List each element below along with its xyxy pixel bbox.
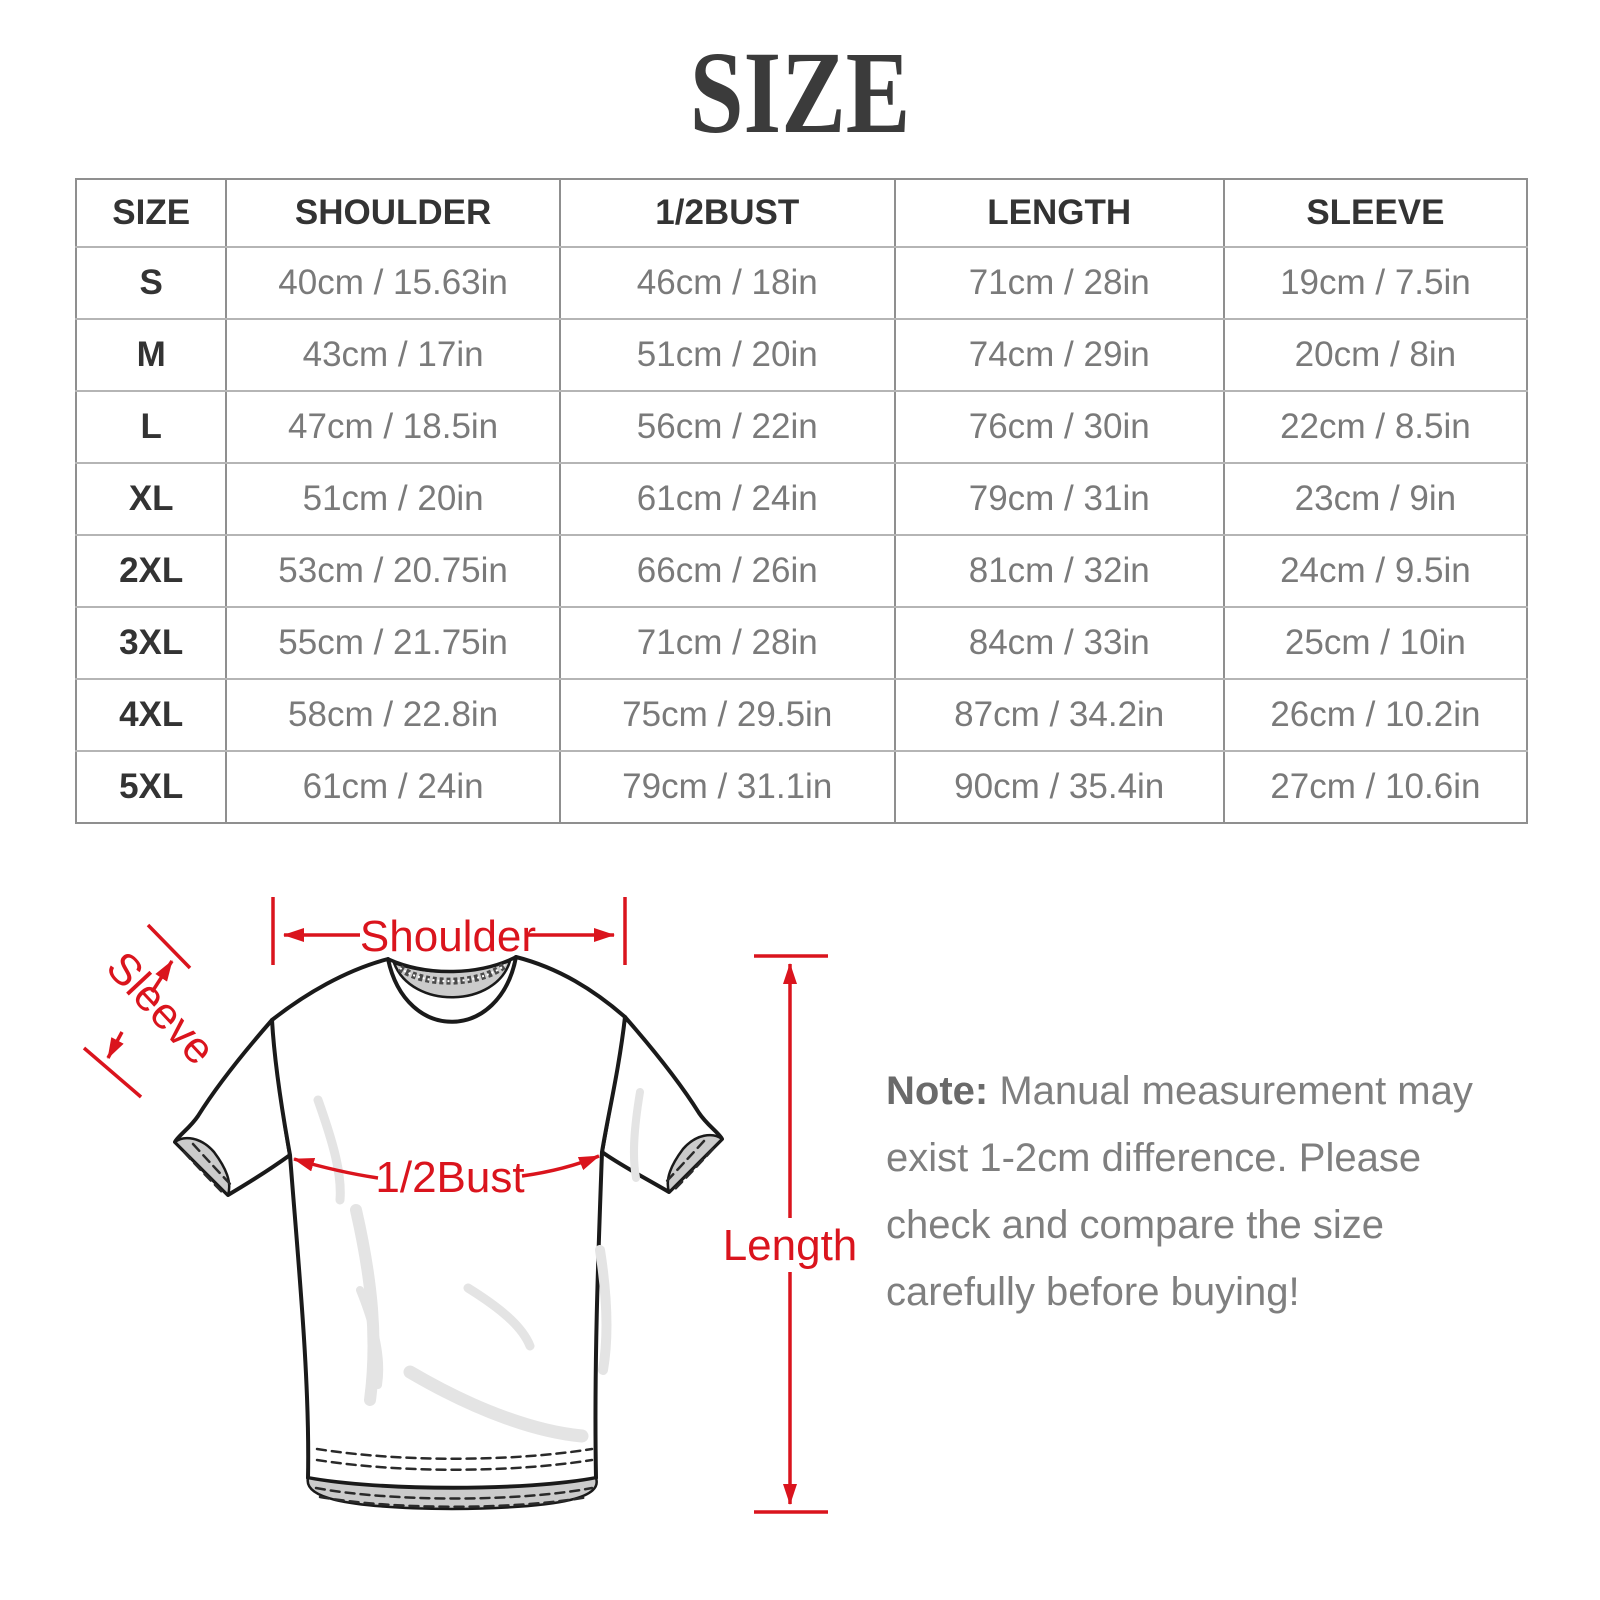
value-cell: 81cm / 32in <box>895 535 1224 607</box>
value-cell: 75cm / 29.5in <box>560 679 895 751</box>
value-cell: 55cm / 21.75in <box>226 607 559 679</box>
value-cell: 71cm / 28in <box>895 247 1224 319</box>
value-cell: 19cm / 7.5in <box>1224 247 1527 319</box>
value-cell: 46cm / 18in <box>560 247 895 319</box>
shirt-body <box>272 957 625 1488</box>
size-cell: 3XL <box>76 607 226 679</box>
size-table-body <box>76 247 1527 823</box>
size-cell: M <box>76 319 226 391</box>
size-row-2xl <box>76 535 1527 607</box>
shoulder-label: Shoulder <box>359 912 537 961</box>
value-cell: 79cm / 31.1in <box>560 751 895 823</box>
value-cell: 25cm / 10in <box>1224 607 1527 679</box>
size-row-4xl <box>76 679 1527 751</box>
tshirt-measurement-diagram <box>60 860 860 1560</box>
value-cell: 53cm / 20.75in <box>226 535 559 607</box>
column-header-length: LENGTH <box>895 179 1224 247</box>
length-measurement <box>723 956 858 1512</box>
size-row-3xl <box>76 607 1527 679</box>
column-header-sleeve: SLEEVE <box>1224 179 1527 247</box>
size-row-m <box>76 319 1527 391</box>
value-cell: 76cm / 30in <box>895 391 1224 463</box>
value-cell: 23cm / 9in <box>1224 463 1527 535</box>
tshirt-illustration <box>175 957 722 1509</box>
value-cell: 84cm / 33in <box>895 607 1224 679</box>
value-cell: 27cm / 10.6in <box>1224 751 1527 823</box>
page-title: SIZE <box>689 27 911 158</box>
sleeve-label: Sleeve <box>96 942 225 1075</box>
value-cell: 43cm / 17in <box>226 319 559 391</box>
value-cell: 79cm / 31in <box>895 463 1224 535</box>
value-cell: 58cm / 22.8in <box>226 679 559 751</box>
size-row-l <box>76 391 1527 463</box>
size-cell: L <box>76 391 226 463</box>
bust-label: 1/2Bust <box>375 1153 525 1202</box>
value-cell: 61cm / 24in <box>226 751 559 823</box>
length-label: Length <box>722 1221 858 1270</box>
note-text: Manual measurement may exist 1-2cm difference. Please check and compare the size carefully before buying! <box>886 1069 1473 1314</box>
size-cell: XL <box>76 463 226 535</box>
size-cell: 4XL <box>76 679 226 751</box>
value-cell: 22cm / 8.5in <box>1224 391 1527 463</box>
sleeve-measurement <box>84 925 224 1097</box>
value-cell: 20cm / 8in <box>1224 319 1527 391</box>
value-cell: 56cm / 22in <box>560 391 895 463</box>
size-table <box>75 178 1528 824</box>
value-cell: 40cm / 15.63in <box>226 247 559 319</box>
note-paragraph <box>886 1058 1518 1326</box>
note-label: Note: <box>886 1069 989 1113</box>
value-cell: 51cm / 20in <box>560 319 895 391</box>
column-header-shoulder: SHOULDER <box>226 179 559 247</box>
value-cell: 24cm / 9.5in <box>1224 535 1527 607</box>
table-header-row <box>76 179 1527 247</box>
size-cell: S <box>76 247 226 319</box>
shoulder-measurement <box>273 897 625 965</box>
value-cell: 51cm / 20in <box>226 463 559 535</box>
value-cell: 47cm / 18.5in <box>226 391 559 463</box>
size-table-head <box>76 179 1527 247</box>
size-row-5xl <box>76 751 1527 823</box>
value-cell: 61cm / 24in <box>560 463 895 535</box>
value-cell: 26cm / 10.2in <box>1224 679 1527 751</box>
value-cell: 90cm / 35.4in <box>895 751 1224 823</box>
value-cell: 71cm / 28in <box>560 607 895 679</box>
column-header-1-2bust: 1/2BUST <box>560 179 895 247</box>
size-row-s <box>76 247 1527 319</box>
column-header-size: SIZE <box>76 179 226 247</box>
value-cell: 74cm / 29in <box>895 319 1224 391</box>
value-cell: 87cm / 34.2in <box>895 679 1224 751</box>
size-row-xl <box>76 463 1527 535</box>
value-cell: 66cm / 26in <box>560 535 895 607</box>
size-cell: 5XL <box>76 751 226 823</box>
size-cell: 2XL <box>76 535 226 607</box>
